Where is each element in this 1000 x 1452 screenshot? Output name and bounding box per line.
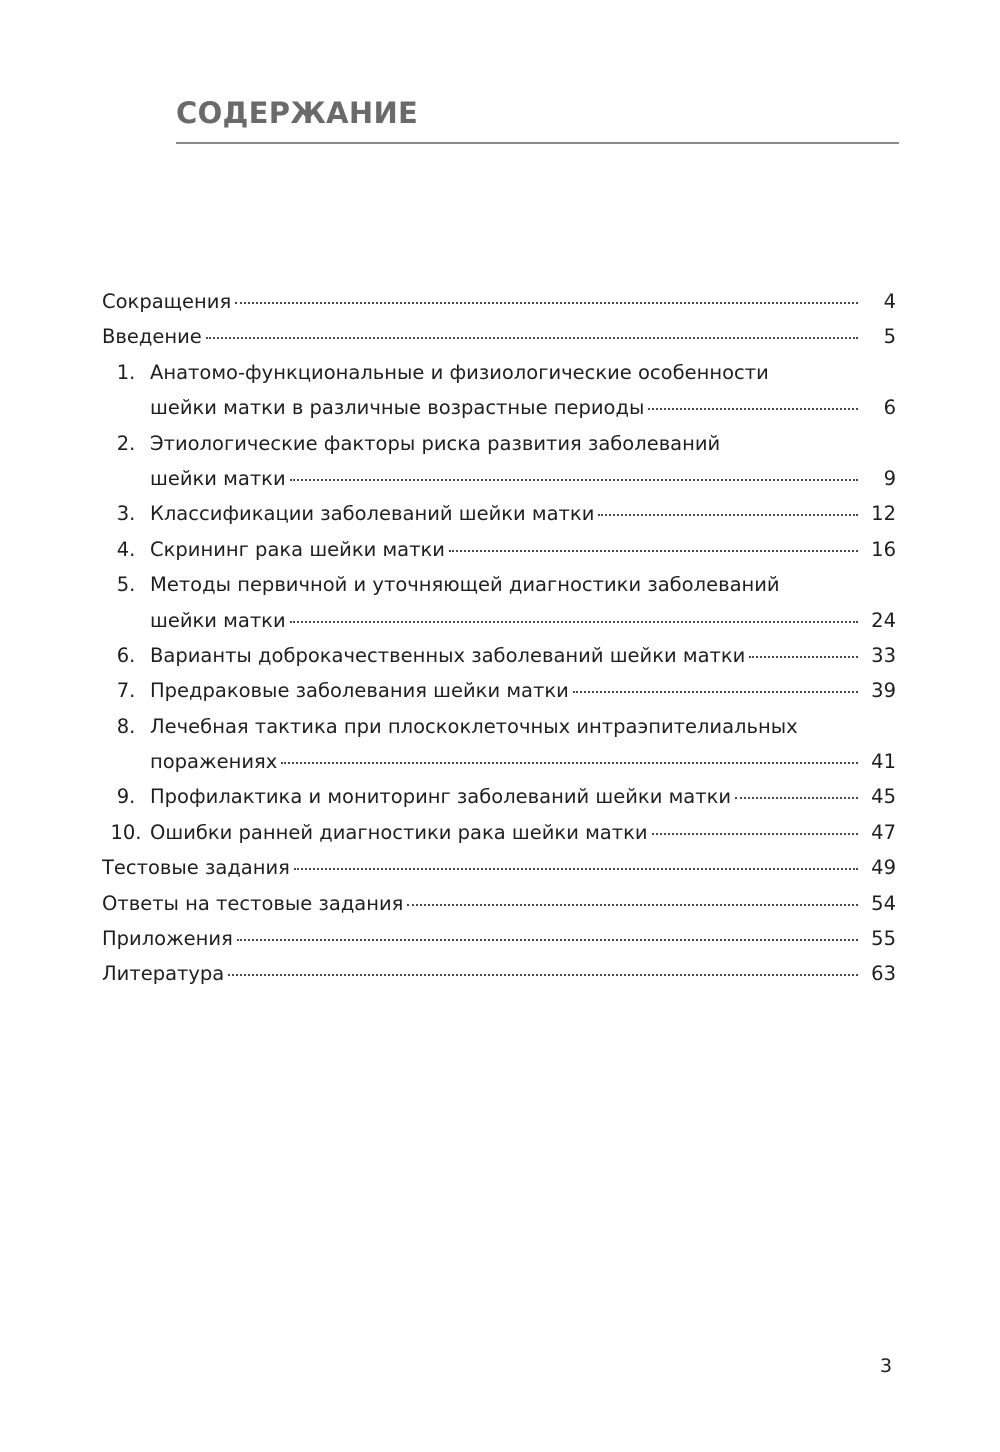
toc-entry[interactable] xyxy=(102,319,896,354)
toc-entry-number: 8. xyxy=(116,714,136,738)
toc-entry-continuation[interactable] xyxy=(102,603,896,638)
toc-entry-title: шейки матки в различные возрастные периоды xyxy=(150,396,645,420)
dot-leader xyxy=(407,903,858,906)
toc-entry-title-wrap xyxy=(150,673,862,708)
toc-entry[interactable] xyxy=(102,921,896,956)
toc-entry-page: 33 xyxy=(871,643,896,667)
toc-entry[interactable] xyxy=(102,638,896,673)
toc-entry-page: 16 xyxy=(871,537,896,561)
dot-leader xyxy=(290,620,858,623)
toc-entry-title: Введение xyxy=(102,325,202,349)
toc-entry-title: шейки матки xyxy=(150,608,286,632)
dot-leader xyxy=(237,938,858,941)
toc-entry[interactable] xyxy=(102,779,896,814)
dot-leader xyxy=(235,301,858,304)
toc-entry-title: Ошибки ранней диагностики рака шейки матки xyxy=(150,820,648,844)
toc-entry-page: 4 xyxy=(883,290,896,313)
toc-entry-page: 47 xyxy=(871,820,896,844)
toc-entry-continuation[interactable] xyxy=(102,744,896,779)
toc-entry-continuation[interactable] xyxy=(102,461,896,496)
toc-entry-page: 12 xyxy=(871,502,896,526)
toc-entry-title: Ответы на тестовые задания xyxy=(102,891,404,915)
toc-entry-page: 63 xyxy=(871,962,896,986)
toc-entry-title: Приложения xyxy=(102,927,233,951)
dot-leader xyxy=(294,867,858,870)
toc-entry-title-wrap xyxy=(150,355,769,390)
toc-entry-title-wrap xyxy=(150,390,862,425)
toc-entry-number: 4. xyxy=(116,537,136,561)
toc-entry[interactable] xyxy=(102,815,896,850)
toc-entry-title: Классификации заболеваний шейки матки xyxy=(150,502,595,526)
toc-entry[interactable] xyxy=(102,567,896,602)
dot-leader xyxy=(735,796,858,799)
dot-leader xyxy=(598,513,858,516)
toc-entry-title: шейки матки xyxy=(150,466,286,490)
toc-entry-number: 2. xyxy=(116,431,136,455)
toc-entry-title: Тестовые задания xyxy=(102,856,290,880)
dot-leader xyxy=(749,655,858,658)
toc-entry[interactable] xyxy=(102,496,896,531)
toc-entry-title: Литература xyxy=(102,962,225,986)
page-number: 3 xyxy=(880,1355,893,1377)
toc-entry-title: поражениях xyxy=(150,750,278,774)
toc-entry[interactable] xyxy=(102,673,896,708)
toc-entry[interactable] xyxy=(102,709,896,744)
toc-entry-title-wrap xyxy=(150,496,862,531)
toc-entry-page: 6 xyxy=(883,396,896,420)
toc-entry-page: 24 xyxy=(871,608,896,632)
toc-entry-page: 39 xyxy=(871,679,896,703)
dot-leader xyxy=(652,832,858,835)
toc-entry-title-wrap xyxy=(150,779,862,814)
toc-entry-page: 54 xyxy=(871,891,896,915)
toc-entry-title-wrap xyxy=(102,921,862,956)
toc-entry-page: 55 xyxy=(871,927,896,951)
toc-entry-number: 7. xyxy=(116,679,136,703)
toc-entry-continuation[interactable] xyxy=(102,390,896,425)
table-of-contents xyxy=(102,284,896,992)
toc-entry-title: Сокращения xyxy=(102,290,232,313)
toc-entry-title-wrap xyxy=(150,709,798,744)
toc-entry-title-wrap xyxy=(150,461,862,496)
toc-entry-title-wrap xyxy=(150,744,862,779)
page-title: СОДЕРЖАНИЕ xyxy=(176,96,419,130)
toc-entry-page: 5 xyxy=(883,325,896,349)
dot-leader xyxy=(648,407,858,410)
toc-entry-title-wrap xyxy=(150,638,862,673)
toc-entry-number: 9. xyxy=(116,785,136,809)
toc-entry-number: 10. xyxy=(110,820,142,844)
toc-entry-title-wrap xyxy=(102,850,862,885)
toc-entry[interactable] xyxy=(102,426,896,461)
toc-entry[interactable] xyxy=(102,532,896,567)
toc-entry-title: Этиологические факторы риска развития заболеваний xyxy=(150,431,721,455)
toc-entry[interactable] xyxy=(102,956,896,991)
toc-entry-page: 49 xyxy=(871,856,896,880)
toc-entry-title-wrap xyxy=(102,886,862,921)
toc-entry-title-wrap xyxy=(102,319,862,354)
dot-leader xyxy=(573,690,858,693)
toc-entry-title: Скрининг рака шейки матки xyxy=(150,537,445,561)
toc-entry-title-wrap xyxy=(150,532,862,567)
toc-entry-number: 1. xyxy=(116,360,136,384)
toc-entry-title-wrap xyxy=(102,284,862,319)
toc-entry-page: 45 xyxy=(871,785,896,809)
toc-entry-number: 5. xyxy=(116,573,136,597)
toc-entry-title: Лечебная тактика при плоскоклеточных интраэпителиальных xyxy=(150,714,798,738)
toc-entry[interactable] xyxy=(102,284,896,319)
toc-entry-title-wrap xyxy=(150,815,862,850)
toc-entry-title: Профилактика и мониторинг заболеваний шейки матки xyxy=(150,785,732,809)
toc-entry-title-wrap xyxy=(150,567,780,602)
toc-entry-number: 6. xyxy=(116,643,136,667)
toc-entry[interactable] xyxy=(102,850,896,885)
dot-leader xyxy=(290,478,858,481)
title-rule xyxy=(176,142,899,144)
dot-leader xyxy=(206,336,858,339)
toc-entry-title-wrap xyxy=(102,956,862,991)
toc-entry-title-wrap xyxy=(150,426,720,461)
dot-leader xyxy=(449,549,858,552)
toc-entry-title: Методы первичной и уточняющей диагностики заболеваний xyxy=(150,573,780,597)
toc-entry[interactable] xyxy=(102,355,896,390)
dot-leader xyxy=(281,761,858,764)
toc-entry-page: 9 xyxy=(883,466,896,490)
toc-entry-title-wrap xyxy=(150,603,862,638)
toc-entry-number: 3. xyxy=(116,502,136,526)
dot-leader xyxy=(228,973,858,976)
toc-entry-title: Варианты доброкачественных заболеваний шейки матки xyxy=(150,643,746,667)
toc-entry-title: Предраковые заболевания шейки матки xyxy=(150,679,569,703)
toc-entry[interactable] xyxy=(102,886,896,921)
toc-entry-title: Анатомо-функциональные и физиологические особенности xyxy=(150,360,769,384)
toc-entry-page: 41 xyxy=(871,750,896,774)
